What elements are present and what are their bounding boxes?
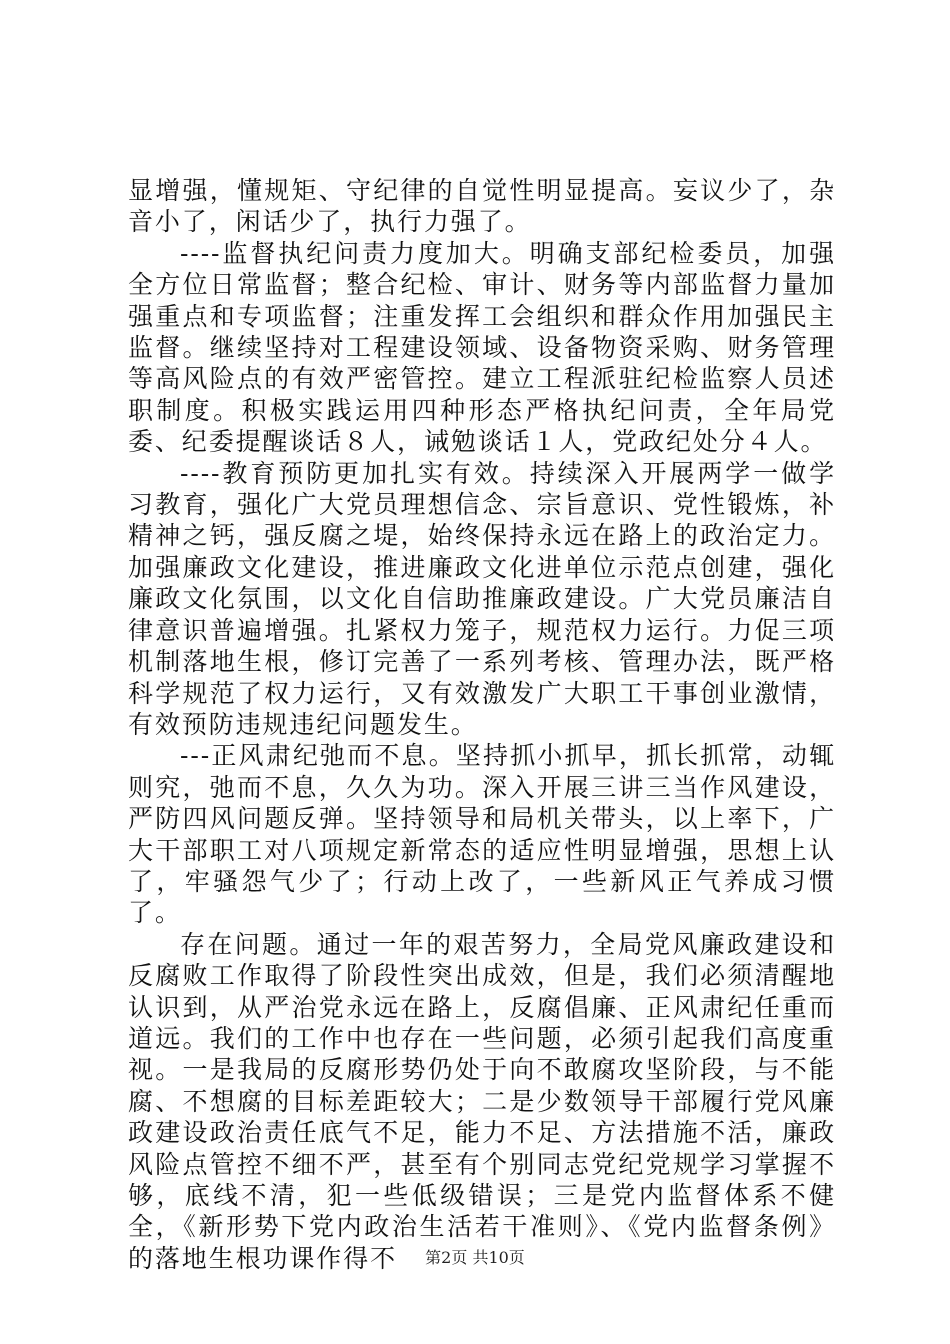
paragraph-1: 显增强，懂规矩、守纪律的自觉性明显提高。妄议少了，杂音小了，闲话少了，执行力强了。 xyxy=(128,176,836,237)
page-footer: 第2页 共10页 xyxy=(425,1248,525,1267)
paragraph-5: 存在问题。通过一年的艰苦努力，全局党风廉政建设和反腐败工作取得了阶段性突出成效，但是，我们必须清醒地认识到，从严治党永远在路上，反腐倡廉、正风肃纪任重而道远。我们的工作中也存在一些问题，必须引起我们高度重视。一是我局的反腐形势仍处于向不敢腐攻坚阶段，与不能腐、不想腐的目标差距较大；二是少数领导干部履行党风廉政建设政治责任底气不足，能力不足、方法措施不活，廉政风险点管控不细不严，甚至有个别同志党纪党规学习掌握不够，底线不清，犯一些低级错误；三是党内监督体系不健全，《新形势下党内政治生活若干准则》、《党内监督条例》的落地生根功课作得不 xyxy=(128,929,836,1273)
paragraph-4: ---正风肃纪弛而不息。坚持抓小抓早，抓长抓常，动辄则究，弛而不息，久久为功。深入开展三讲三当作风建设，严防四风问题反弹。坚持领导和局机关带头，以上率下，广大干部职工对八项规定新常态的适应性明显增强，思想上认了，牢骚怨气少了；行动上改了，一些新风正气养成习惯了。 xyxy=(128,741,836,928)
body-text xyxy=(128,175,836,1274)
paragraph-3: ----教育预防更加扎实有效。持续深入开展两学一做学习教育，强化广大党员理想信念、宗旨意识、党性锻炼，补精神之钙，强反腐之堤，始终保持永远在路上的政治定力。加强廉政文化建设，推进廉政文化进单位示范点创建，强化廉政文化氛围，以文化自信助推廉政建设。广大党员廉洁自律意识普遍增强。扎紧权力笼子，规范权力运行。力促三项机制落地生根，修订完善了一系列考核、管理办法，既严格科学规范了权力运行，又有效激发广大职工干事创业激情，有效预防违规违纪问题发生。 xyxy=(128,458,836,739)
paragraph-2: ----监督执纪问责力度加大。明确支部纪检委员，加强全方位日常监督；整合纪检、审计、财务等内部监督力量加强重点和专项监督；注重发挥工会组织和群众作用加强民主监督。继续坚持对工程建设领域、设备物资采购、财务管理等高风险点的有效严密管控。建立工程派驻纪检监察人员述职制度。积极实践运用四种形态严格执纪问责，全年局党委、纪委提醒谈话８人，诫勉谈话１人，党政纪处分４人。 xyxy=(128,238,836,457)
